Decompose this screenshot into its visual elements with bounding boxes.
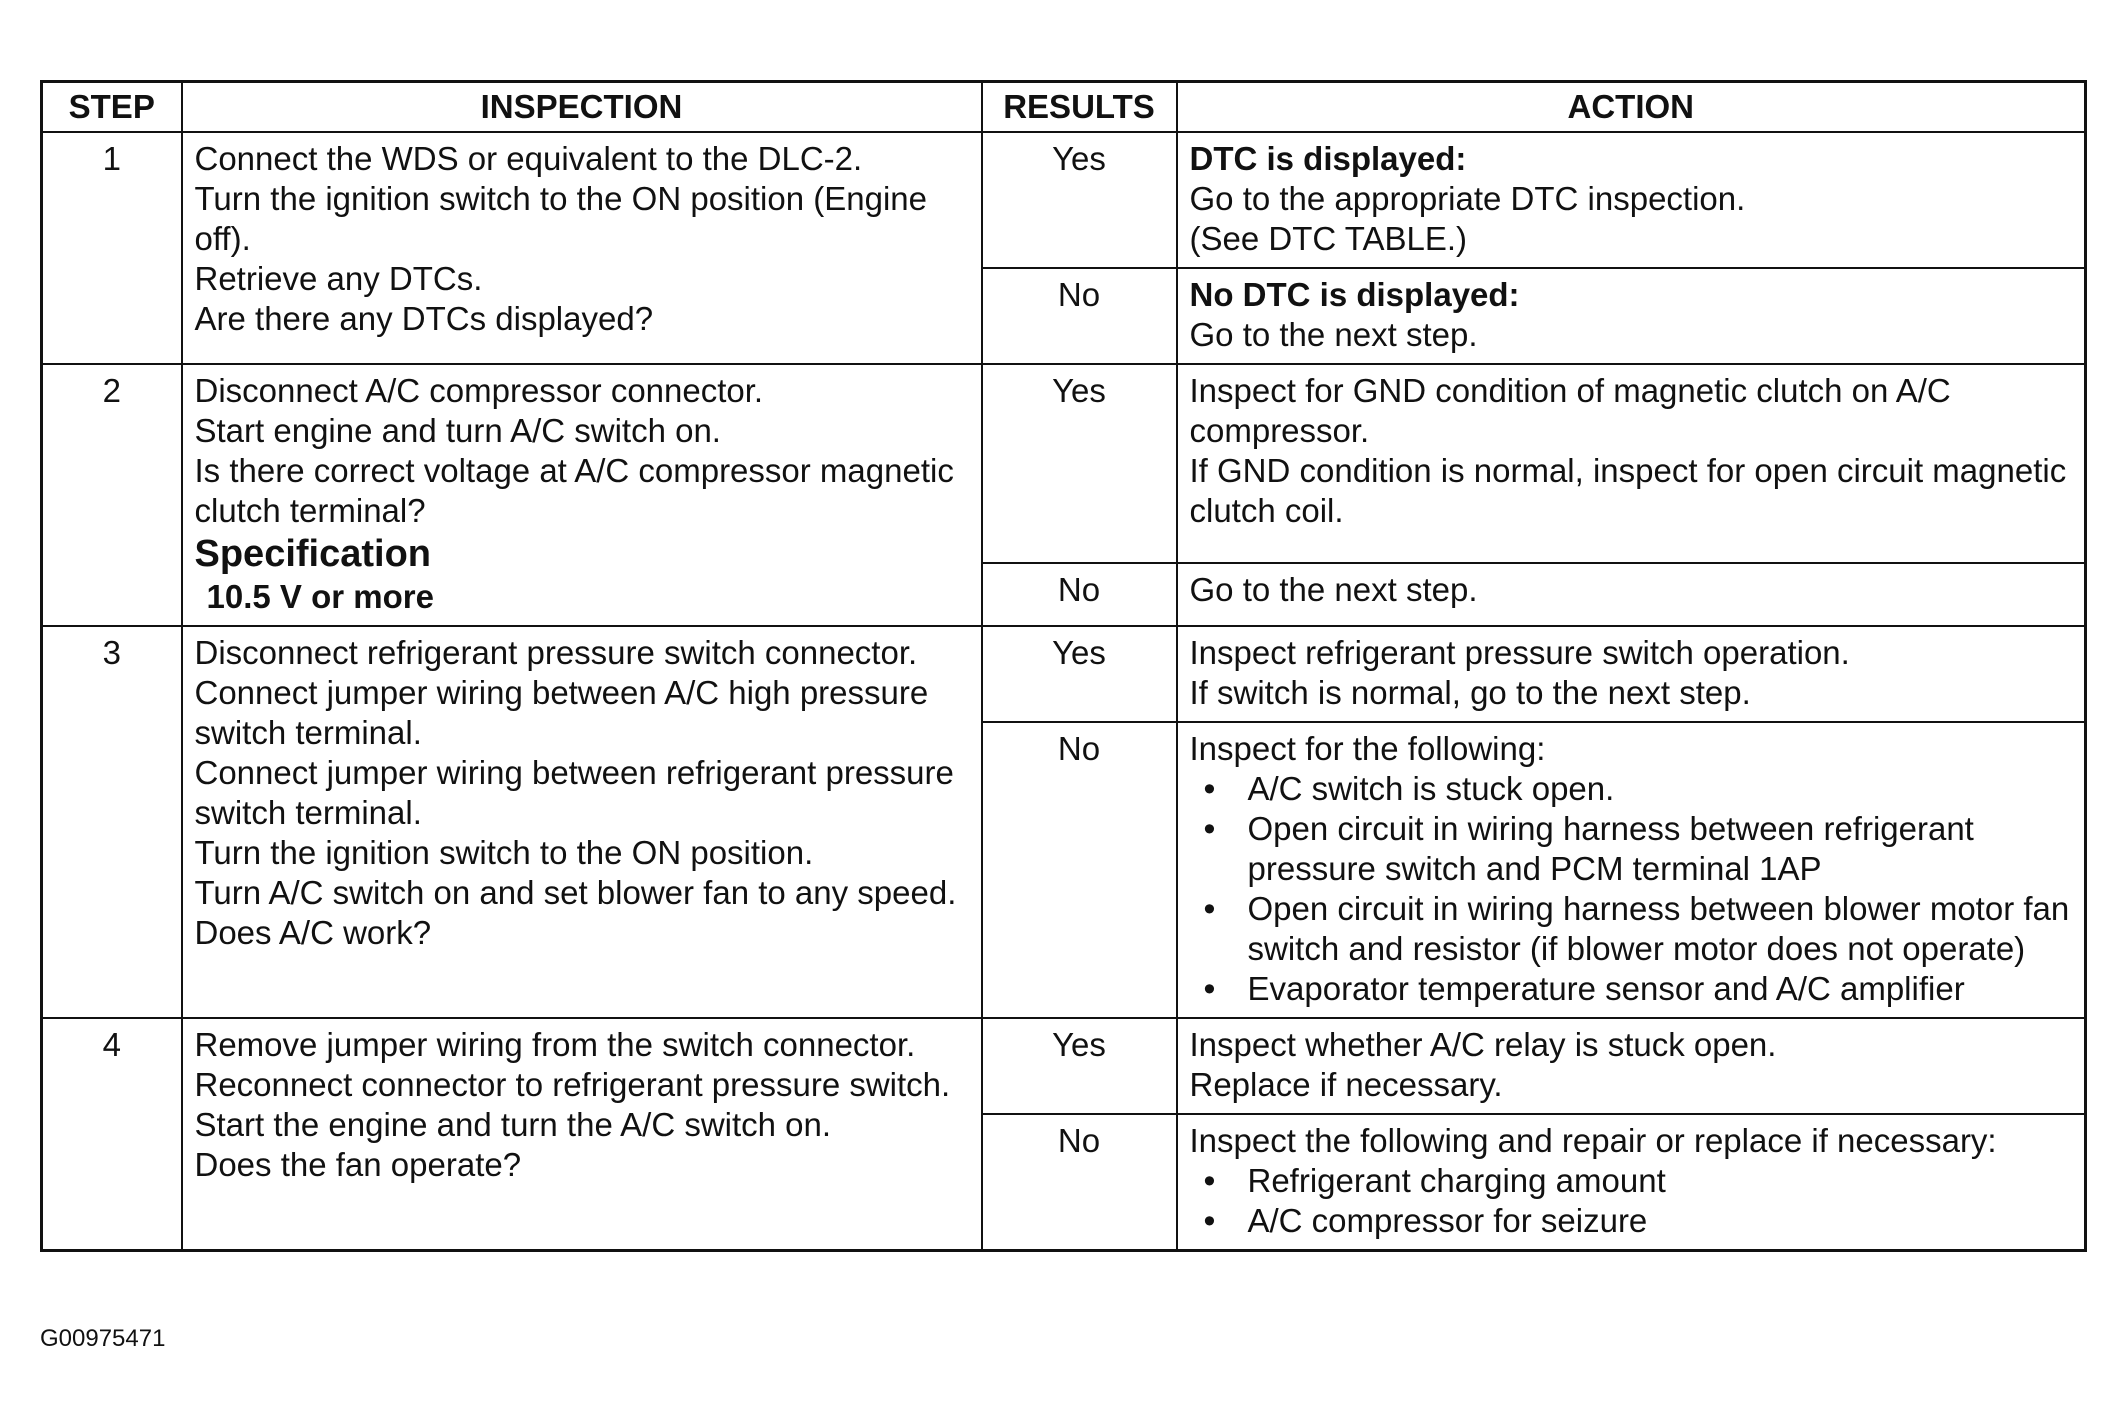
header-inspection: INSPECTION bbox=[182, 82, 982, 133]
action-line: If GND condition is normal, inspect for open circuit magnetic clutch coil. bbox=[1189, 452, 2067, 529]
bullet-item: • A/C compressor for seizure bbox=[1190, 1201, 2073, 1241]
action-cell bbox=[1177, 268, 2086, 364]
action-heading: DTC is displayed: bbox=[1189, 140, 1467, 177]
step-4-row-yes bbox=[42, 1018, 2086, 1114]
action-line: Inspect for the following: bbox=[1189, 730, 1546, 767]
action-line: Go to the appropriate DTC inspection. bbox=[1189, 180, 1746, 217]
step-inspection bbox=[182, 364, 982, 626]
action-cell bbox=[1177, 132, 2086, 268]
action-bullet-list bbox=[1190, 769, 2073, 1009]
specification-value: 10.5 V or more bbox=[206, 578, 434, 615]
diagnostic-procedure-table bbox=[40, 80, 2087, 1252]
result-cell: No bbox=[982, 722, 1177, 1018]
action-line: Go to the next step. bbox=[1189, 316, 1478, 353]
action-line: (See DTC TABLE.) bbox=[1189, 220, 1468, 257]
step-number: 1 bbox=[42, 132, 182, 364]
inspection-line: Does A/C work? bbox=[194, 914, 432, 951]
step-2-row-yes bbox=[42, 364, 2086, 563]
step-number: 4 bbox=[42, 1018, 182, 1251]
step-inspection bbox=[182, 1018, 982, 1251]
action-line: Go to the next step. bbox=[1189, 570, 1478, 608]
step-inspection bbox=[182, 626, 982, 1018]
result-cell: No bbox=[982, 563, 1177, 626]
action-heading: No DTC is displayed: bbox=[1189, 276, 1520, 313]
bullet-item: • A/C switch is stuck open. bbox=[1190, 769, 2073, 809]
result-cell: Yes bbox=[982, 132, 1177, 268]
bullet-item: • Open circuit in wiring harness between refrigerant pressure switch and PCM terminal 1AP bbox=[1190, 809, 2073, 889]
header-step: STEP bbox=[42, 82, 182, 133]
inspection-line: Connect the WDS or equivalent to the DLC-2. bbox=[194, 140, 863, 177]
inspection-line: Disconnect A/C compressor connector. bbox=[194, 372, 764, 409]
action-line: Inspect whether A/C relay is stuck open. bbox=[1189, 1026, 1777, 1063]
step-number: 2 bbox=[42, 364, 182, 626]
inspection-line: Reconnect connector to refrigerant pressure switch. bbox=[194, 1066, 951, 1103]
figure-id: G00975471 bbox=[40, 1325, 166, 1352]
action-line: Inspect for GND condition of magnetic clutch on A/C compressor. bbox=[1189, 372, 1951, 449]
action-line: If switch is normal, go to the next step. bbox=[1189, 674, 1751, 711]
bullet-item: • Evaporator temperature sensor and A/C amplifier bbox=[1190, 969, 2073, 1009]
action-bullet-list bbox=[1190, 1161, 2073, 1241]
action-line: Replace if necessary. bbox=[1189, 1066, 1503, 1103]
inspection-line: Remove jumper wiring from the switch connector. bbox=[194, 1026, 916, 1063]
inspection-line: Turn the ignition switch to the ON position (Engine off). bbox=[194, 180, 927, 257]
diagnostic-procedure-sheet bbox=[40, 80, 2084, 1252]
bullet-item: • Refrigerant charging amount bbox=[1190, 1161, 2073, 1201]
action-cell bbox=[1177, 563, 2086, 626]
result-cell: No bbox=[982, 268, 1177, 364]
result-cell: Yes bbox=[982, 1018, 1177, 1114]
inspection-line: Is there correct voltage at A/C compressor magnetic clutch terminal? bbox=[194, 452, 954, 529]
inspection-line: Turn A/C switch on and set blower fan to any speed. bbox=[194, 874, 957, 911]
inspection-line: Start the engine and turn the A/C switch on. bbox=[194, 1106, 832, 1143]
inspection-line: Does the fan operate? bbox=[194, 1146, 522, 1183]
result-cell: Yes bbox=[982, 626, 1177, 722]
header-results: RESULTS bbox=[982, 82, 1177, 133]
action-cell bbox=[1177, 626, 2086, 722]
step-3-row-yes bbox=[42, 626, 2086, 722]
inspection-line: Connect jumper wiring between refrigerant pressure switch terminal. bbox=[194, 754, 954, 831]
step-number: 3 bbox=[42, 626, 182, 1018]
step-inspection bbox=[182, 132, 982, 364]
inspection-line: Start engine and turn A/C switch on. bbox=[194, 412, 721, 449]
step-1-row-yes bbox=[42, 132, 2086, 268]
action-cell bbox=[1177, 722, 2086, 1018]
inspection-line: Turn the ignition switch to the ON position. bbox=[194, 834, 814, 871]
result-cell: Yes bbox=[982, 364, 1177, 563]
action-line: Inspect the following and repair or replace if necessary: bbox=[1189, 1122, 1997, 1159]
action-cell bbox=[1177, 1018, 2086, 1114]
action-cell bbox=[1177, 364, 2086, 563]
action-line: Inspect refrigerant pressure switch operation. bbox=[1189, 634, 1850, 671]
result-cell: No bbox=[982, 1114, 1177, 1251]
header-action: ACTION bbox=[1177, 82, 2086, 133]
inspection-line: Retrieve any DTCs. bbox=[194, 260, 483, 297]
inspection-line: Disconnect refrigerant pressure switch connector. bbox=[194, 634, 918, 671]
header-row bbox=[42, 82, 2086, 133]
specification-title: Specification bbox=[194, 533, 431, 575]
inspection-line: Are there any DTCs displayed? bbox=[194, 300, 654, 337]
action-cell bbox=[1177, 1114, 2086, 1251]
bullet-item: • Open circuit in wiring harness between blower motor fan switch and resistor (if blower motor does not operate) bbox=[1190, 889, 2073, 969]
inspection-line: Connect jumper wiring between A/C high pressure switch terminal. bbox=[194, 674, 929, 751]
